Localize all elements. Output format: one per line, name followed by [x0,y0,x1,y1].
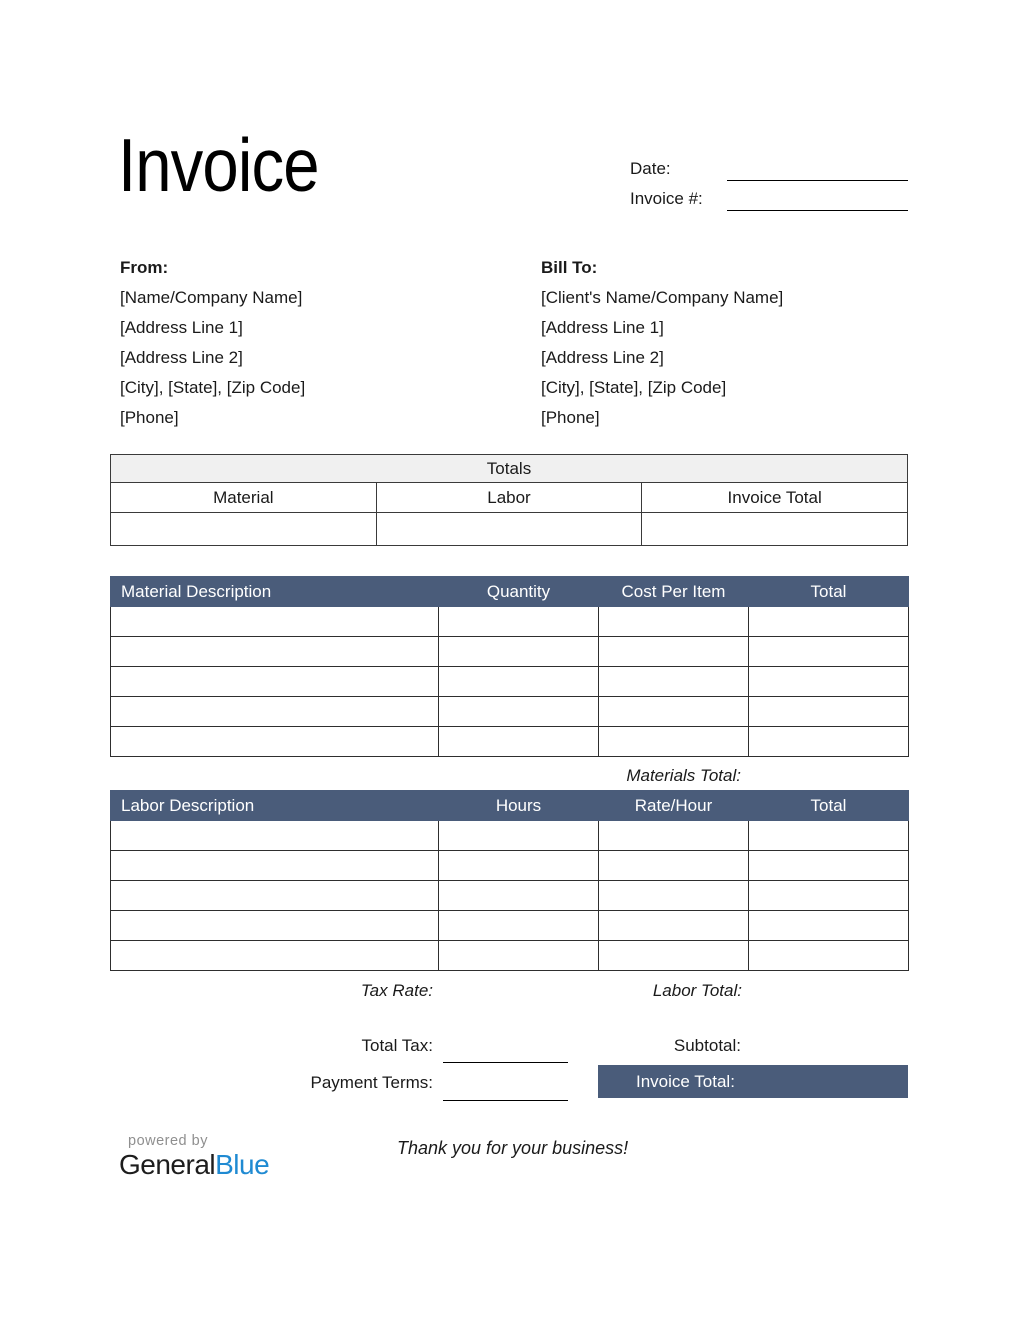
materials-row-cell[interactable] [599,607,749,637]
materials-row-cell[interactable] [111,727,439,757]
labor-row-cell[interactable] [599,911,749,941]
materials-row-cell[interactable] [749,607,909,637]
invoice-total-cell[interactable] [642,513,908,546]
materials-row-cell[interactable] [749,667,909,697]
from-address-line: [Name/Company Name] [120,288,303,307]
bill-to-address-line: [City], [State], [Zip Code] [541,378,727,397]
labor-row-cell[interactable] [111,911,439,941]
labor-row-cell[interactable] [599,851,749,881]
invoice-total-bar [598,1065,908,1098]
from-heading: From: [120,258,169,277]
labor-col-total: Total [749,791,909,821]
materials-row-cell[interactable] [439,697,599,727]
from-section [120,253,460,433]
labor-row-cell[interactable] [439,821,599,851]
labor-rows [111,821,909,971]
materials-row-cell[interactable] [599,637,749,667]
labor-row [111,911,909,941]
materials-row-cell[interactable] [439,667,599,697]
general-blue-logo [119,1149,269,1181]
labor-row [111,821,909,851]
date-row [630,156,908,186]
labor-col-rate-per-hour: Rate/Hour [599,791,749,821]
totals-col-labor: Labor [376,483,642,513]
payment-terms-field[interactable] [443,1100,568,1101]
materials-row-cell[interactable] [439,607,599,637]
totals-value-row [111,513,908,546]
materials-row [111,697,909,727]
materials-row-cell[interactable] [111,667,439,697]
totals-col-material: Material [111,483,377,513]
bill-to-heading: Bill To: [541,258,598,277]
materials-rows [111,607,909,757]
total-tax-field[interactable] [443,1062,568,1063]
invoice-meta [630,156,908,216]
bill-to-section [541,253,881,433]
thank-you-message: Thank you for your business! [397,1138,629,1158]
from-address-line: [Phone] [120,408,179,427]
labor-row-cell[interactable] [111,821,439,851]
tax-rate-label: Tax Rate: [360,981,433,1000]
labor-row [111,851,909,881]
materials-total-label: Materials Total: [626,766,741,785]
materials-row-cell[interactable] [111,697,439,727]
materials-col-description: Material Description [111,577,439,607]
materials-row-cell[interactable] [599,667,749,697]
materials-row-cell[interactable] [439,727,599,757]
logo-blue-text: Blue [215,1149,270,1180]
bill-to-lines [541,283,881,433]
labor-row-cell[interactable] [439,941,599,971]
materials-row-cell[interactable] [749,637,909,667]
labor-row-cell[interactable] [599,941,749,971]
page-title: Invoice [118,123,319,207]
labor-row-cell[interactable] [111,881,439,911]
materials-table [110,576,909,757]
payment-terms-label: Payment Terms: [310,1073,433,1092]
materials-row-cell[interactable] [111,607,439,637]
labor-row-cell[interactable] [749,851,909,881]
labor-row [111,941,909,971]
materials-row [111,667,909,697]
labor-row-cell[interactable] [749,941,909,971]
labor-row-cell[interactable] [439,851,599,881]
labor-row-cell[interactable] [111,941,439,971]
date-field[interactable] [727,180,908,181]
labor-total-label: Labor Total: [652,981,742,1000]
labor-table [110,790,909,971]
labor-header-row [111,791,909,821]
labor-row-cell[interactable] [749,911,909,941]
labor-col-description: Labor Description [111,791,439,821]
materials-row-cell[interactable] [749,727,909,757]
invoice-number-row [630,186,908,216]
materials-col-total: Total [749,577,909,607]
materials-col-cost-per-item: Cost Per Item [599,577,749,607]
materials-row-cell[interactable] [749,697,909,727]
totals-col-invoice-total: Invoice Total [642,483,908,513]
labor-total-cell[interactable] [376,513,642,546]
subtotal-label: Subtotal: [673,1036,741,1055]
materials-header-row [111,577,909,607]
materials-row [111,727,909,757]
totals-header-row [111,483,908,513]
materials-row [111,637,909,667]
bill-to-address-line: [Address Line 2] [541,348,664,367]
materials-col-quantity: Quantity [439,577,599,607]
bill-to-address-line: [Phone] [541,408,600,427]
materials-row-cell[interactable] [599,727,749,757]
invoice-total-bar-label: Invoice Total: [636,1072,735,1091]
labor-row-cell[interactable] [749,881,909,911]
from-address-line: [Address Line 1] [120,318,243,337]
logo-general-text: General [119,1149,216,1180]
labor-row-cell[interactable] [599,821,749,851]
date-label: Date: [630,159,671,178]
materials-row-cell[interactable] [439,637,599,667]
totals-title-row [111,455,908,483]
labor-row-cell[interactable] [439,881,599,911]
materials-row-cell[interactable] [599,697,749,727]
labor-row-cell[interactable] [749,821,909,851]
materials-row [111,607,909,637]
bill-to-address-line: [Address Line 1] [541,318,664,337]
invoice-number-field[interactable] [727,210,908,211]
total-tax-label: Total Tax: [361,1036,433,1055]
material-total-cell[interactable] [111,513,377,546]
totals-title: Totals [111,455,908,483]
from-lines [120,283,460,433]
bill-to-address-line: [Client's Name/Company Name] [541,288,784,307]
invoice-number-label: Invoice #: [630,189,703,208]
labor-col-hours: Hours [439,791,599,821]
labor-row-cell[interactable] [599,881,749,911]
totals-table [110,454,908,546]
materials-row-cell[interactable] [111,637,439,667]
from-address-line: [City], [State], [Zip Code] [120,378,306,397]
labor-row-cell[interactable] [111,851,439,881]
labor-row [111,881,909,911]
labor-row-cell[interactable] [439,911,599,941]
powered-by-text: powered by [128,1133,208,1149]
from-address-line: [Address Line 2] [120,348,243,367]
